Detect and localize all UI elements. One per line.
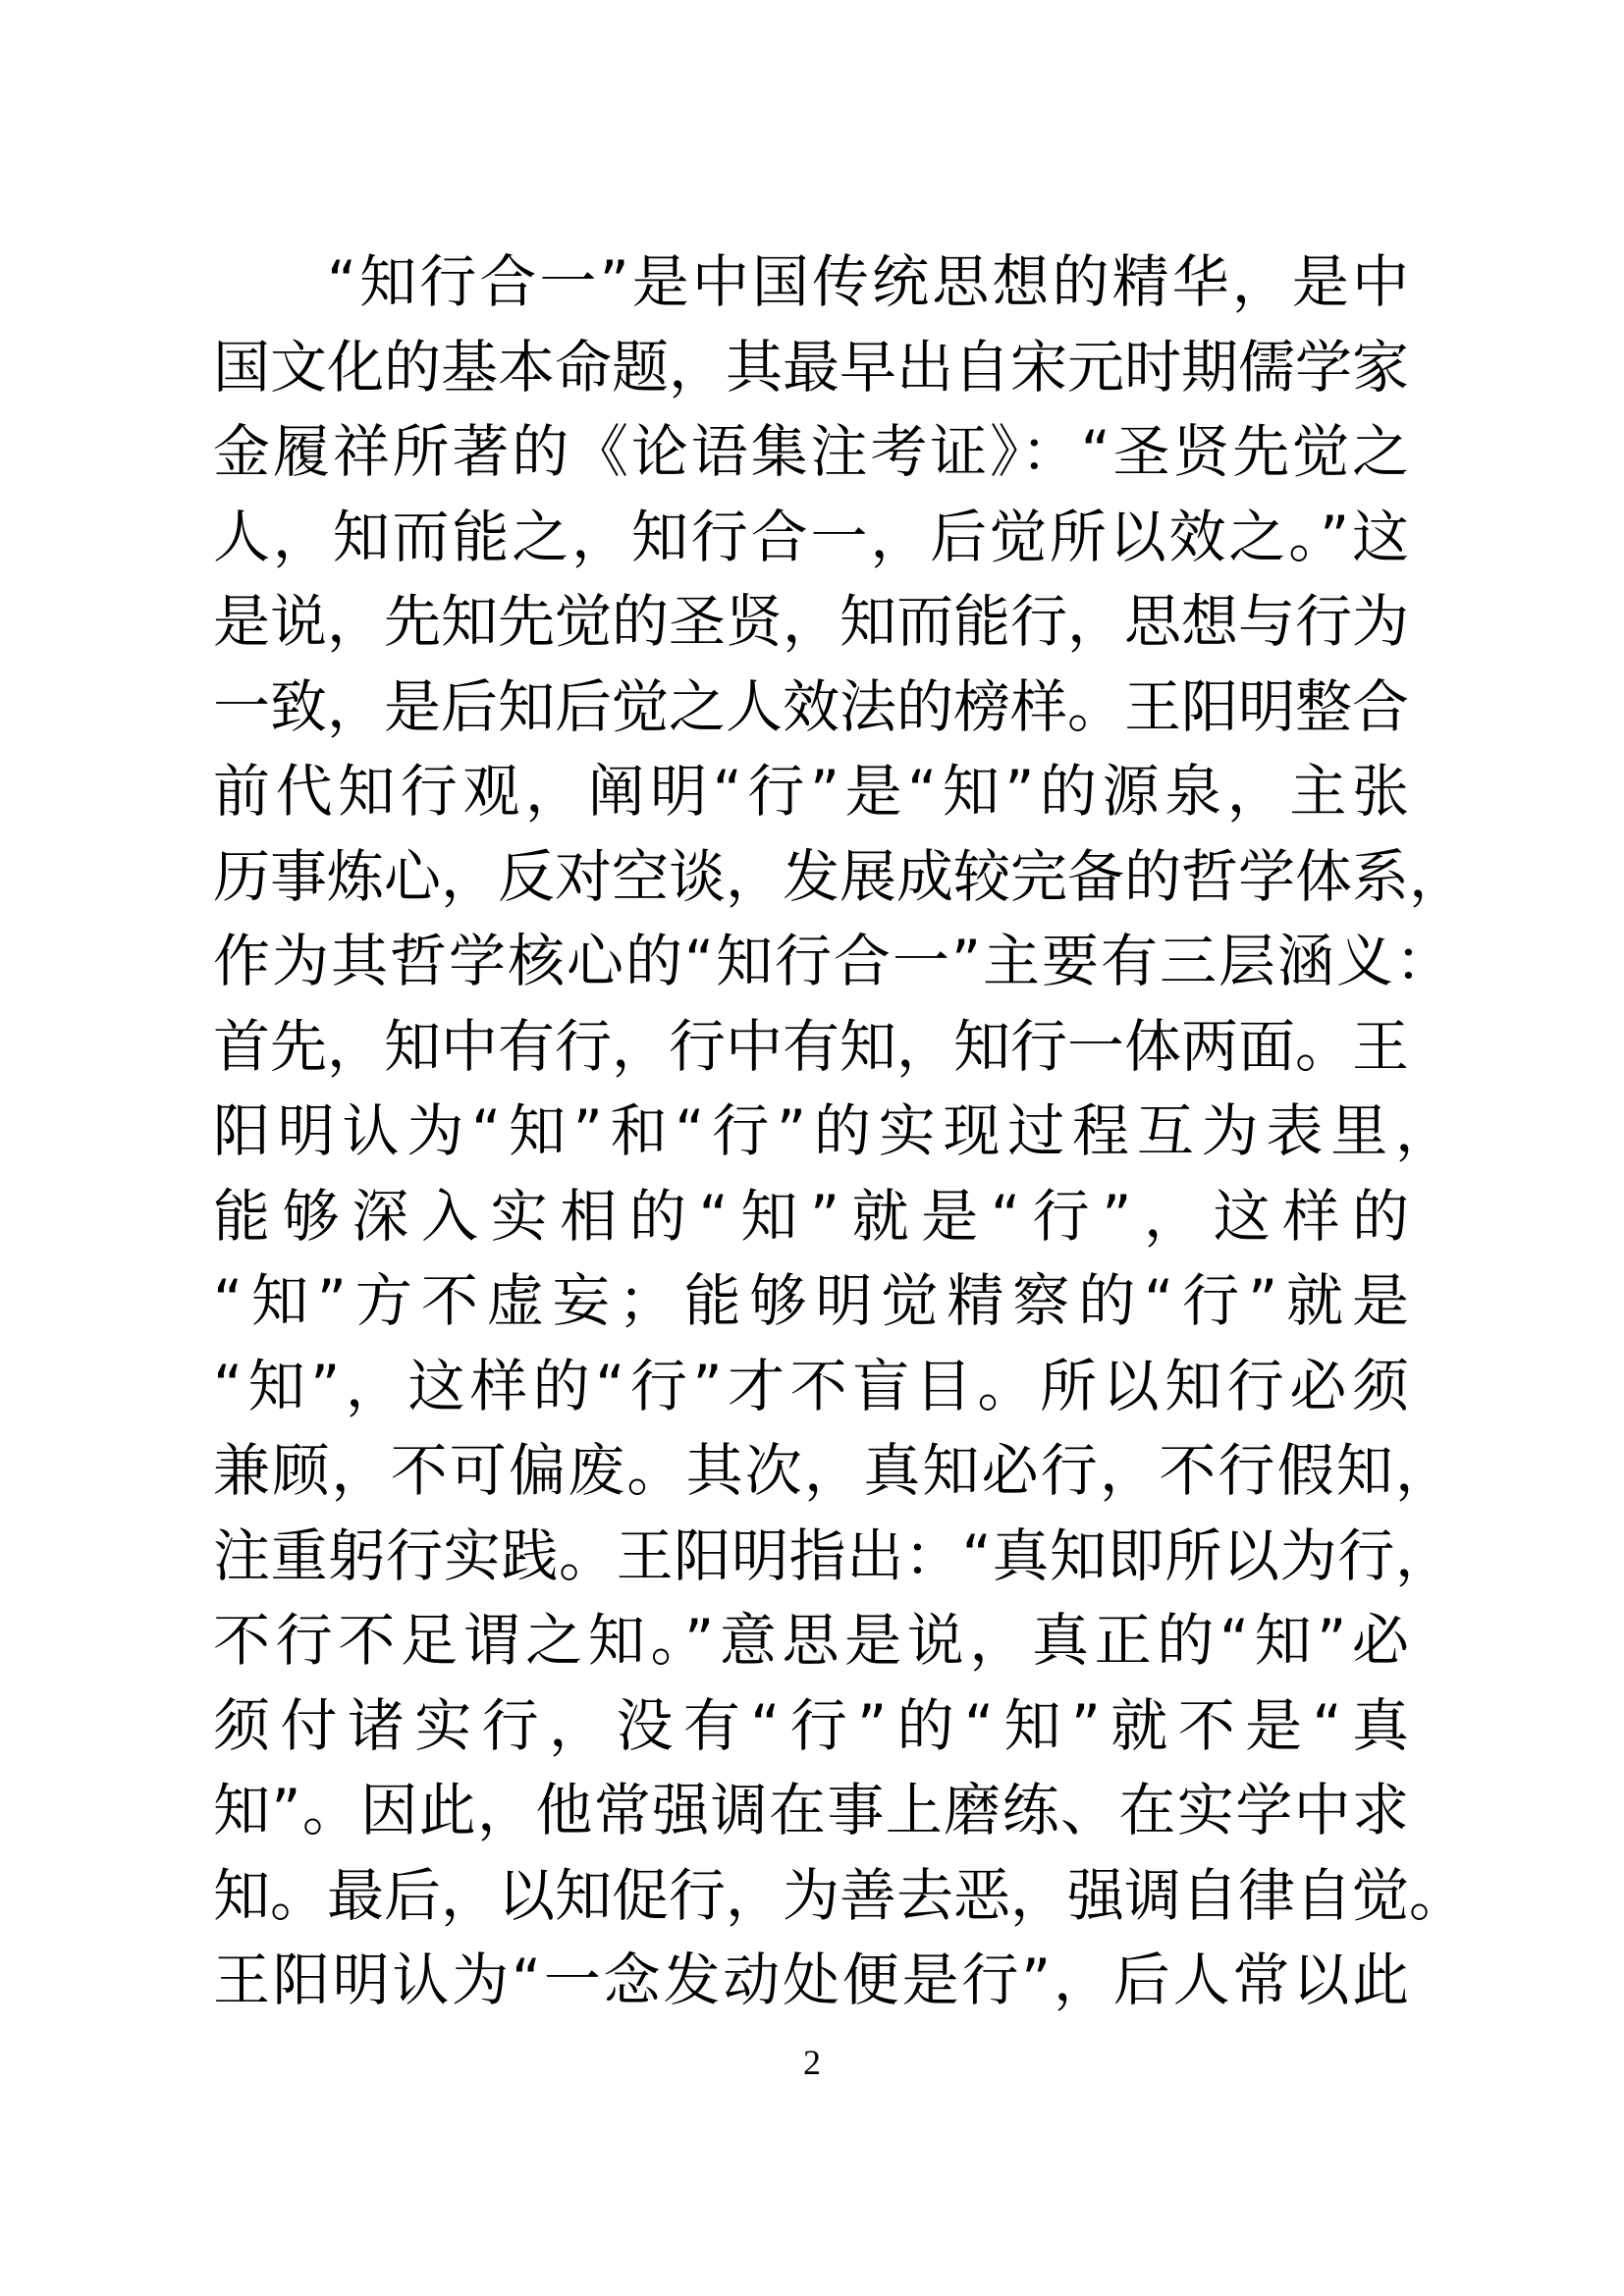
text-line: “知”方不虚妄；能够明觉精察的“行”就是 <box>213 1267 1409 1334</box>
text-line: 是说，先知先觉的圣贤，知而能行，思想与行为 <box>213 588 1410 655</box>
text-line: 前代知行观，阐明“行”是“知”的源泉，主张 <box>213 758 1409 825</box>
text-line: 须付诸实行，没有“行”的“知”就不是“真 <box>213 1691 1409 1759</box>
page-number: 2 <box>803 2043 821 2082</box>
text-line: 金履祥所著的《论语集注考证》：“圣贤先觉之 <box>213 418 1409 485</box>
text-line: 能够深入实相的“知”就是“行”，这样的 <box>213 1182 1409 1250</box>
text-line: 知。最后，以知促行，为善去恶，强调自律自觉。 <box>213 1861 1467 1929</box>
body-text <box>213 240 1467 2023</box>
text-line: 作为其哲学核心的“知行合一”主要有三层涵义： <box>213 928 1452 994</box>
text-line: 不行不足谓之知。”意思是说，真正的“知”必 <box>213 1607 1409 1674</box>
text-line: 兼顾，不可偏废。其次，真知必行，不行假知， <box>213 1437 1452 1504</box>
text-line: 国文化的基本命题，其最早出自宋元时期儒学家 <box>213 333 1410 400</box>
text-line: 阳明认为“知”和“行”的实现过程互为表里， <box>213 1097 1452 1164</box>
text-line: 注重躬行实践。王阳明指出：“真知即所以为行， <box>213 1522 1452 1589</box>
text-line: 王阳明认为“一念发动处便是行”，后人常以此 <box>213 1947 1409 2013</box>
text-line: 知”。因此，他常强调在事上磨练、在实学中求 <box>213 1777 1409 1843</box>
text-line: “知行合一”是中国传统思想的精华，是中 <box>327 248 1409 315</box>
text-line: “知”，这样的“行”才不盲目。所以知行必须 <box>213 1352 1409 1419</box>
text-line: 人，知而能之，知行合一，后觉所以效之。”这 <box>213 503 1409 570</box>
text-line: 历事炼心，反对空谈，发展成较完备的哲学体系， <box>213 842 1467 910</box>
text-line: 首先，知中有行，行中有知，知行一体两面。王 <box>213 1012 1410 1080</box>
text-line: 一致，是后知后觉之人效法的榜样。王阳明整合 <box>213 672 1410 740</box>
